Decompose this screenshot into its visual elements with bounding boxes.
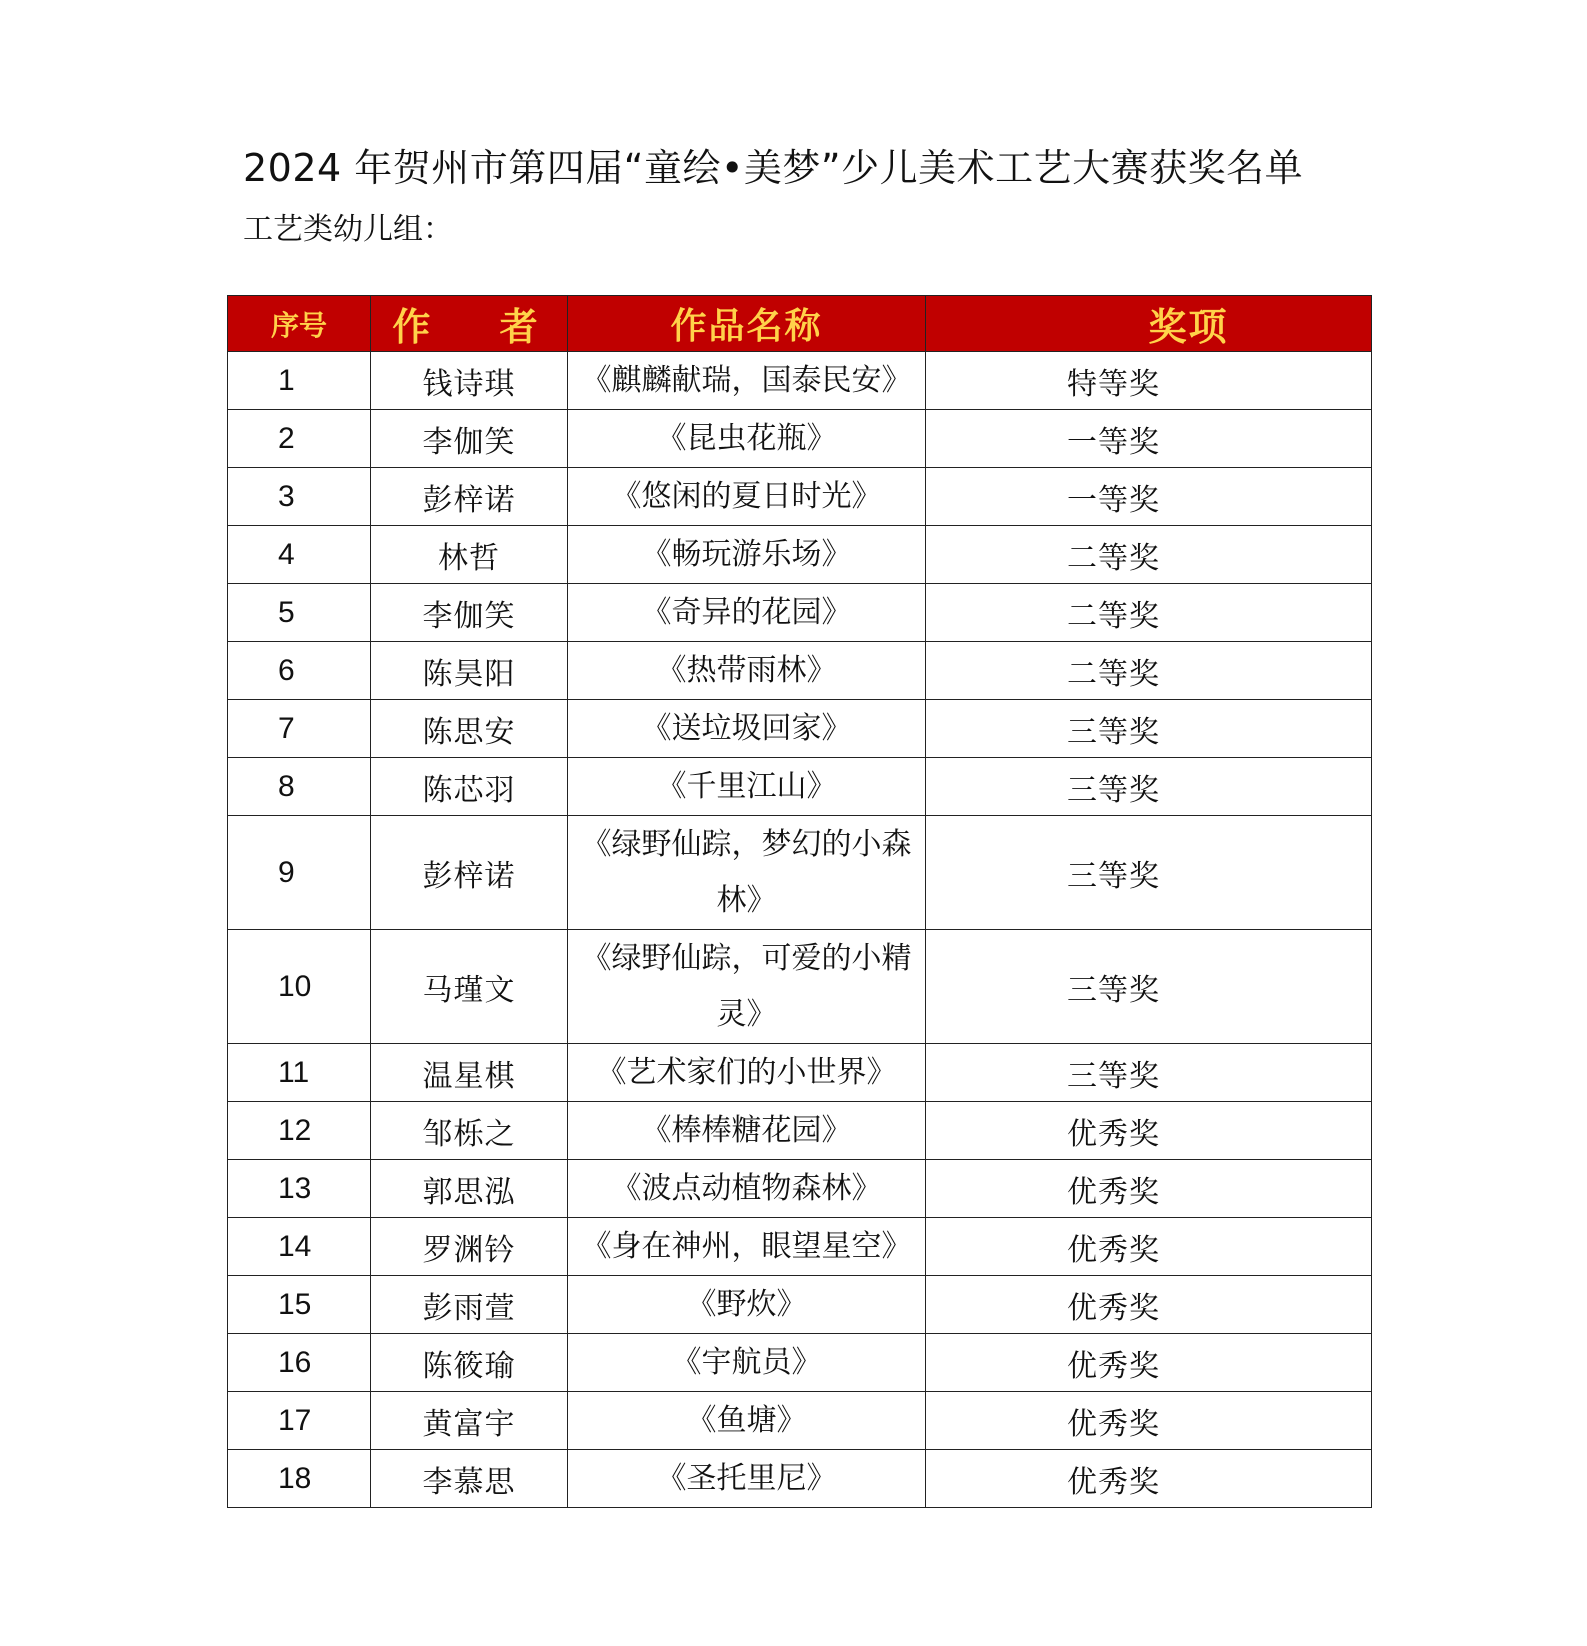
cell-award: 二等奖 bbox=[926, 642, 1372, 700]
cell-award: 优秀奖 bbox=[926, 1392, 1372, 1450]
category-label: 工艺类幼儿组： bbox=[243, 212, 453, 247]
table-row bbox=[228, 700, 1372, 758]
table-row bbox=[228, 584, 1372, 642]
table-row bbox=[228, 1160, 1372, 1218]
cell-award: 三等奖 bbox=[926, 930, 1372, 1044]
cell-work: 《畅玩游乐场》 bbox=[568, 526, 926, 584]
cell-award: 优秀奖 bbox=[926, 1160, 1372, 1218]
cell-work: 《千里江山》 bbox=[568, 758, 926, 816]
cell-work: 《悠闲的夏日时光》 bbox=[568, 468, 926, 526]
table-row bbox=[228, 642, 1372, 700]
cell-work: 《昆虫花瓶》 bbox=[568, 410, 926, 468]
cell-seq: 8 bbox=[228, 758, 371, 816]
cell-author: 林哲 bbox=[371, 526, 568, 584]
cell-work: 《麒麟献瑞，国泰民安》 bbox=[568, 352, 926, 410]
cell-author: 彭梓诺 bbox=[371, 468, 568, 526]
cell-author: 钱诗琪 bbox=[371, 352, 568, 410]
cell-seq: 10 bbox=[228, 930, 371, 1044]
document-title: 2024 年贺州市第四届“童绘•美梦”少儿美术工艺大赛获奖名单 bbox=[243, 146, 1304, 190]
cell-author: 温星棋 bbox=[371, 1044, 568, 1102]
cell-author: 彭雨萱 bbox=[371, 1276, 568, 1334]
cell-seq: 17 bbox=[228, 1392, 371, 1450]
header-row bbox=[228, 296, 1372, 352]
table-row bbox=[228, 526, 1372, 584]
table-body bbox=[228, 352, 1372, 1508]
cell-seq: 11 bbox=[228, 1044, 371, 1102]
header-award: 奖项 bbox=[926, 296, 1372, 352]
cell-award: 优秀奖 bbox=[926, 1102, 1372, 1160]
cell-work: 《波点动植物森林》 bbox=[568, 1160, 926, 1218]
header-work-title: 作品名称 bbox=[568, 296, 926, 352]
cell-seq: 1 bbox=[228, 352, 371, 410]
cell-seq: 3 bbox=[228, 468, 371, 526]
cell-author: 李伽笑 bbox=[371, 410, 568, 468]
table-header bbox=[228, 296, 1372, 352]
cell-award: 优秀奖 bbox=[926, 1334, 1372, 1392]
table-row bbox=[228, 1450, 1372, 1508]
cell-author: 黄富宇 bbox=[371, 1392, 568, 1450]
cell-seq: 14 bbox=[228, 1218, 371, 1276]
table-row bbox=[228, 1334, 1372, 1392]
cell-seq: 16 bbox=[228, 1334, 371, 1392]
cell-seq: 18 bbox=[228, 1450, 371, 1508]
table-row bbox=[228, 1044, 1372, 1102]
cell-seq: 2 bbox=[228, 410, 371, 468]
cell-award: 优秀奖 bbox=[926, 1276, 1372, 1334]
cell-seq: 6 bbox=[228, 642, 371, 700]
cell-author: 邹栎之 bbox=[371, 1102, 568, 1160]
cell-author: 马瑾文 bbox=[371, 930, 568, 1044]
cell-seq: 13 bbox=[228, 1160, 371, 1218]
cell-author: 李伽笑 bbox=[371, 584, 568, 642]
cell-seq: 4 bbox=[228, 526, 371, 584]
cell-award: 特等奖 bbox=[926, 352, 1372, 410]
cell-award: 二等奖 bbox=[926, 526, 1372, 584]
cell-work: 《圣托里尼》 bbox=[568, 1450, 926, 1508]
cell-award: 一等奖 bbox=[926, 410, 1372, 468]
cell-work: 《绿野仙踪，可爱的小精灵》 bbox=[568, 930, 926, 1044]
cell-work: 《绿野仙踪，梦幻的小森林》 bbox=[568, 816, 926, 930]
cell-award: 优秀奖 bbox=[926, 1450, 1372, 1508]
cell-award: 三等奖 bbox=[926, 758, 1372, 816]
cell-award: 一等奖 bbox=[926, 468, 1372, 526]
cell-seq: 7 bbox=[228, 700, 371, 758]
cell-author: 陈昊阳 bbox=[371, 642, 568, 700]
cell-work: 《棒棒糖花园》 bbox=[568, 1102, 926, 1160]
cell-seq: 15 bbox=[228, 1276, 371, 1334]
cell-award: 三等奖 bbox=[926, 816, 1372, 930]
awards-table bbox=[227, 295, 1372, 1508]
cell-award: 二等奖 bbox=[926, 584, 1372, 642]
cell-author: 李慕思 bbox=[371, 1450, 568, 1508]
table-row bbox=[228, 1218, 1372, 1276]
cell-author: 郭思泓 bbox=[371, 1160, 568, 1218]
cell-award: 三等奖 bbox=[926, 700, 1372, 758]
cell-work: 《身在神州，眼望星空》 bbox=[568, 1218, 926, 1276]
cell-work: 《送垃圾回家》 bbox=[568, 700, 926, 758]
header-seq: 序号 bbox=[228, 296, 371, 352]
table-row bbox=[228, 1392, 1372, 1450]
cell-author: 罗渊钤 bbox=[371, 1218, 568, 1276]
cell-author: 陈思安 bbox=[371, 700, 568, 758]
table-row bbox=[228, 468, 1372, 526]
table-row bbox=[228, 1276, 1372, 1334]
cell-author: 陈筱瑜 bbox=[371, 1334, 568, 1392]
cell-award: 三等奖 bbox=[926, 1044, 1372, 1102]
table-row bbox=[228, 758, 1372, 816]
cell-seq: 12 bbox=[228, 1102, 371, 1160]
cell-work: 《奇异的花园》 bbox=[568, 584, 926, 642]
table-row bbox=[228, 410, 1372, 468]
header-author: 作 者 bbox=[371, 296, 568, 352]
cell-work: 《鱼塘》 bbox=[568, 1392, 926, 1450]
cell-author: 彭梓诺 bbox=[371, 816, 568, 930]
cell-work: 《野炊》 bbox=[568, 1276, 926, 1334]
table-row bbox=[228, 352, 1372, 410]
cell-award: 优秀奖 bbox=[926, 1218, 1372, 1276]
cell-author: 陈芯羽 bbox=[371, 758, 568, 816]
cell-seq: 9 bbox=[228, 816, 371, 930]
cell-work: 《宇航员》 bbox=[568, 1334, 926, 1392]
table-row bbox=[228, 1102, 1372, 1160]
cell-work: 《艺术家们的小世界》 bbox=[568, 1044, 926, 1102]
cell-work: 《热带雨林》 bbox=[568, 642, 926, 700]
table-row bbox=[228, 816, 1372, 930]
table-row bbox=[228, 930, 1372, 1044]
cell-seq: 5 bbox=[228, 584, 371, 642]
